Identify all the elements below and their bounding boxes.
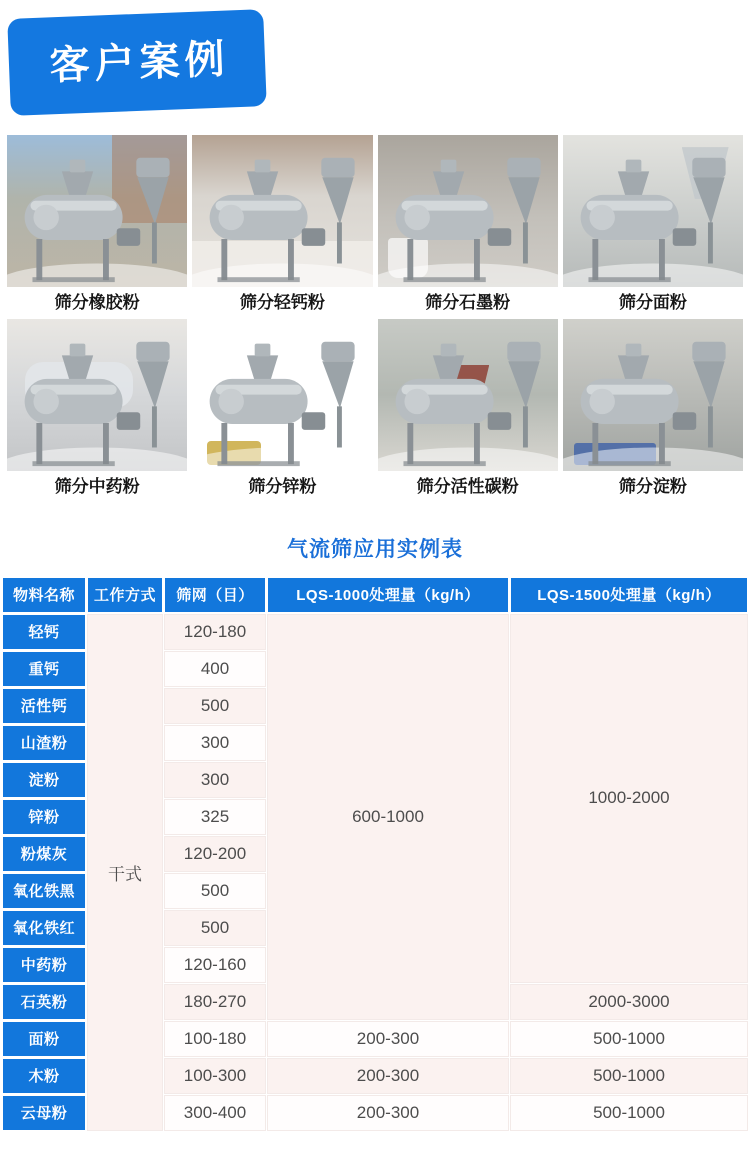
lqs1500-cell: 500-1000 — [511, 1022, 747, 1056]
case-tile — [563, 319, 743, 498]
material-cell: 中药粉 — [3, 948, 85, 982]
sieve-machine-illustration — [7, 135, 187, 287]
material-cell: 粉煤灰 — [3, 837, 85, 871]
lqs1500-cell: 500-1000 — [511, 1059, 747, 1093]
case-photo — [378, 135, 558, 287]
mesh-cell: 300-400 — [165, 1096, 265, 1130]
sieve-machine-illustration — [378, 135, 558, 287]
col-header-material: 物料名称 — [3, 578, 85, 612]
material-cell: 木粉 — [3, 1059, 85, 1093]
col-header-lqs1500: LQS-1500处理量（kg/h） — [511, 578, 747, 612]
sieve-machine-illustration — [378, 319, 558, 471]
mesh-cell: 100-180 — [165, 1022, 265, 1056]
case-caption: 筛分面粉 — [618, 293, 687, 312]
material-cell: 氧化铁黑 — [3, 874, 85, 908]
table-title: 气流筛应用实例表 — [287, 537, 463, 561]
mesh-cell: 120-200 — [165, 837, 265, 871]
col-header-lqs1000: LQS-1000处理量（kg/h） — [268, 578, 508, 612]
sieve-machine-illustration — [192, 135, 372, 287]
col-header-mesh: 筛网（目） — [165, 578, 265, 612]
lqs1500-cell: 500-1000 — [511, 1096, 747, 1130]
case-tile — [192, 319, 372, 498]
mesh-cell: 400 — [165, 652, 265, 686]
sieve-machine-illustration — [192, 319, 372, 471]
sieve-machine-illustration — [7, 319, 187, 471]
mesh-cell: 100-300 — [165, 1059, 265, 1093]
lqs1000-merged-cell: 600-1000 — [268, 615, 508, 1019]
material-cell: 氧化铁红 — [3, 911, 85, 945]
mesh-cell: 300 — [165, 726, 265, 760]
work-mode-cell: 干式 — [88, 615, 162, 1130]
case-caption: 筛分轻钙粉 — [239, 293, 325, 312]
case-tile — [192, 135, 372, 314]
material-cell: 云母粉 — [3, 1096, 85, 1130]
mesh-cell: 500 — [165, 911, 265, 945]
page-title-banner — [7, 9, 267, 116]
case-caption: 筛分锌粉 — [248, 477, 317, 497]
material-cell: 活性钙 — [3, 689, 85, 723]
application-table — [0, 575, 750, 1133]
case-photo — [563, 135, 743, 287]
case-caption: 筛分活性碳粉 — [416, 477, 519, 497]
case-photo — [563, 319, 743, 471]
mesh-cell: 120-180 — [165, 615, 265, 649]
mesh-cell: 120-160 — [165, 948, 265, 982]
case-tile — [563, 135, 743, 314]
lqs1500-merged-cell: 1000-2000 — [511, 615, 747, 982]
customer-cases-grid — [0, 135, 750, 499]
sieve-machine-illustration — [563, 319, 743, 471]
case-caption: 筛分橡胶粉 — [54, 293, 140, 312]
case-caption: 筛分淀粉 — [618, 477, 687, 497]
case-caption: 筛分石墨粉 — [425, 293, 511, 312]
case-photo — [378, 319, 558, 471]
mesh-cell: 500 — [165, 689, 265, 723]
case-tile — [7, 135, 187, 314]
case-tile — [378, 135, 558, 314]
case-tile — [378, 319, 558, 498]
material-cell: 石英粉 — [3, 985, 85, 1019]
material-cell: 淀粉 — [3, 763, 85, 797]
case-photo — [192, 319, 372, 471]
case-tile — [7, 319, 187, 498]
lqs1500-cell: 2000-3000 — [511, 985, 747, 1019]
mesh-cell: 500 — [165, 874, 265, 908]
material-cell: 山渣粉 — [3, 726, 85, 760]
case-caption: 筛分中药粉 — [54, 477, 140, 497]
material-cell: 面粉 — [3, 1022, 85, 1056]
material-cell: 轻钙 — [3, 615, 85, 649]
case-photo — [192, 135, 372, 287]
material-cell: 重钙 — [3, 652, 85, 686]
col-header-work-mode: 工作方式 — [88, 578, 162, 612]
mesh-cell: 300 — [165, 763, 265, 797]
table-header-row — [3, 578, 747, 612]
case-photo — [7, 135, 187, 287]
sieve-machine-illustration — [563, 135, 743, 287]
page-title: 客户案例 — [48, 36, 231, 88]
lqs1000-cell: 200-300 — [268, 1096, 508, 1130]
lqs1000-cell: 200-300 — [268, 1022, 508, 1056]
mesh-cell: 180-270 — [165, 985, 265, 1019]
mesh-cell: 325 — [165, 800, 265, 834]
table-row — [3, 615, 747, 649]
material-cell: 锌粉 — [3, 800, 85, 834]
case-photo — [7, 319, 187, 471]
lqs1000-cell: 200-300 — [268, 1059, 508, 1093]
